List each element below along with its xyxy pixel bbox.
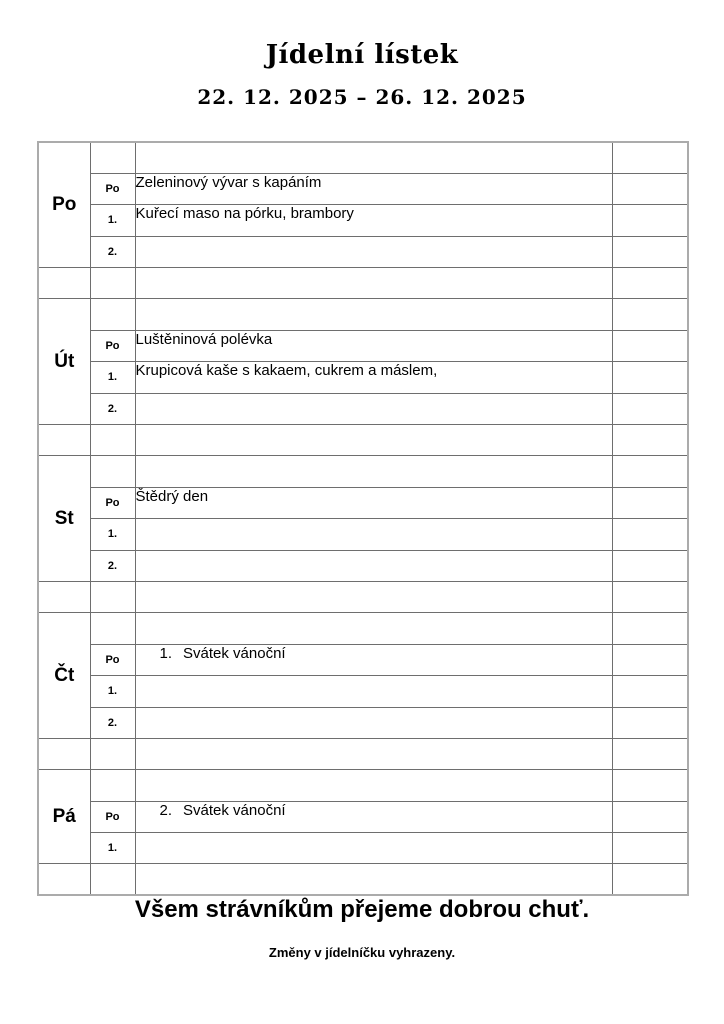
day-block-top-row: [38, 456, 688, 487]
extra-cell: [612, 205, 688, 236]
date-range: 22. 12. 2025 – 26. 12. 2025: [197, 85, 527, 109]
sub-label-first: 1.: [90, 362, 135, 393]
meal-text-cell: [135, 173, 612, 204]
meal-text-cell: [135, 205, 612, 236]
bottom-row: [38, 864, 688, 895]
meal-text-cell: [135, 393, 612, 424]
meal-text-cell: [135, 676, 612, 707]
main2-row: [38, 550, 688, 581]
sub-label-second: 2.: [90, 550, 135, 581]
day-block-top-row: [38, 142, 688, 173]
spacer-cell: [612, 268, 688, 299]
meal-text-cell: [135, 236, 612, 267]
meal-text: Kuřecí maso na pórku, brambory: [135, 205, 354, 223]
extra-cell: [612, 362, 688, 393]
main2-row: [38, 236, 688, 267]
meal-text-cell: [135, 707, 612, 738]
spacer-cell: [90, 425, 135, 456]
spacer-cell: [135, 864, 612, 895]
sub-label-second: 2.: [90, 707, 135, 738]
extra-cell: [612, 519, 688, 550]
sub-label-first: 1.: [90, 519, 135, 550]
meal-text-cell: [135, 330, 612, 361]
menu-table: [37, 141, 689, 896]
main1-row: [38, 833, 688, 864]
day-label-thursday: Čt: [38, 613, 90, 739]
soup-row: [38, 644, 688, 675]
soup-row: [38, 487, 688, 518]
sub-label-cell: [90, 456, 135, 487]
spacer-cell: [135, 268, 612, 299]
extra-cell: [612, 330, 688, 361]
main2-row: [38, 707, 688, 738]
main1-row: [38, 519, 688, 550]
sub-label-soup: Po: [90, 173, 135, 204]
meal-cell: [135, 299, 612, 330]
day-block-top-row: [38, 613, 688, 644]
spacer-cell: [135, 425, 612, 456]
meal-cell: [135, 456, 612, 487]
sub-label-second: 2.: [90, 393, 135, 424]
day-label-tuesday: Út: [38, 299, 90, 425]
day-label-friday: Pá: [38, 770, 90, 864]
page-title: Jídelní lístek: [265, 40, 459, 70]
spacer-cell: [38, 268, 90, 299]
meal-text: Štědrý den: [135, 487, 209, 505]
main1-row: [38, 362, 688, 393]
meal-text-cell: [135, 833, 612, 864]
footer-disclaimer-text: Změny v jídelníčku vyhrazeny.: [268, 945, 456, 960]
spacer-cell: [612, 581, 688, 612]
spacer-row: [38, 268, 688, 299]
sub-label-soup: Po: [90, 644, 135, 675]
spacer-row: [38, 581, 688, 612]
meal-text: Zeleninový vývar s kapáním: [135, 173, 322, 191]
sub-label-second: 2.: [90, 236, 135, 267]
spacer-row: [38, 425, 688, 456]
sub-label-soup: Po: [90, 330, 135, 361]
sub-label-cell: [90, 613, 135, 644]
meal-text-cell: [135, 487, 612, 518]
extra-cell: [612, 707, 688, 738]
meal-text: Svátek vánoční: [183, 644, 286, 662]
extra-cell: [612, 644, 688, 675]
meal-cell: [135, 613, 612, 644]
soup-row: [38, 173, 688, 204]
spacer-cell: [90, 864, 135, 895]
extra-cell: [612, 613, 688, 644]
spacer-cell: [135, 581, 612, 612]
extra-cell: [612, 801, 688, 832]
meal-text-cell: [135, 519, 612, 550]
spacer-row: [38, 738, 688, 769]
extra-cell: [612, 299, 688, 330]
spacer-cell: [90, 738, 135, 769]
extra-cell: [612, 393, 688, 424]
meal-text-cell: [135, 362, 612, 393]
extra-cell: [612, 456, 688, 487]
day-label-wednesday: St: [38, 456, 90, 582]
spacer-cell: [612, 864, 688, 895]
day-label-monday: Po: [38, 142, 90, 268]
sub-label-cell: [90, 142, 135, 173]
main1-row: [38, 676, 688, 707]
extra-cell: [612, 142, 688, 173]
sub-label-soup: Po: [90, 487, 135, 518]
extra-cell: [612, 770, 688, 801]
soup-row: [38, 330, 688, 361]
sub-label-cell: [90, 299, 135, 330]
meal-cell: [135, 770, 612, 801]
day-block-top-row: [38, 299, 688, 330]
meal-number-prefix: 1.: [159, 644, 173, 662]
extra-cell: [612, 173, 688, 204]
footer-wish-text: Všem strávníkům přejeme dobrou chuť.: [134, 896, 590, 923]
main1-row: [38, 205, 688, 236]
day-block-top-row: [38, 770, 688, 801]
extra-cell: [612, 550, 688, 581]
spacer-cell: [38, 738, 90, 769]
meal-cell: [135, 142, 612, 173]
meal-text: Luštěninová polévka: [135, 330, 273, 348]
soup-row: [38, 801, 688, 832]
meal-text-cell: [135, 644, 612, 675]
spacer-cell: [90, 268, 135, 299]
main2-row: [38, 393, 688, 424]
sub-label-first: 1.: [90, 205, 135, 236]
meal-text-cell: [135, 550, 612, 581]
extra-cell: [612, 833, 688, 864]
meal-text: Svátek vánoční: [183, 801, 286, 819]
extra-cell: [612, 236, 688, 267]
sub-label-soup: Po: [90, 801, 135, 832]
meal-text: Krupicová kaše s kakaem, cukrem a máslem,: [135, 362, 438, 380]
meal-number-prefix: 2.: [159, 801, 173, 819]
extra-cell: [612, 676, 688, 707]
spacer-cell: [38, 581, 90, 612]
spacer-cell: [90, 581, 135, 612]
spacer-cell: [612, 425, 688, 456]
meal-text-cell: [135, 801, 612, 832]
spacer-cell: [38, 864, 90, 895]
sub-label-first: 1.: [90, 676, 135, 707]
spacer-cell: [135, 738, 612, 769]
sub-label-first: 1.: [90, 833, 135, 864]
sub-label-cell: [90, 770, 135, 801]
spacer-cell: [38, 425, 90, 456]
extra-cell: [612, 487, 688, 518]
spacer-cell: [612, 738, 688, 769]
